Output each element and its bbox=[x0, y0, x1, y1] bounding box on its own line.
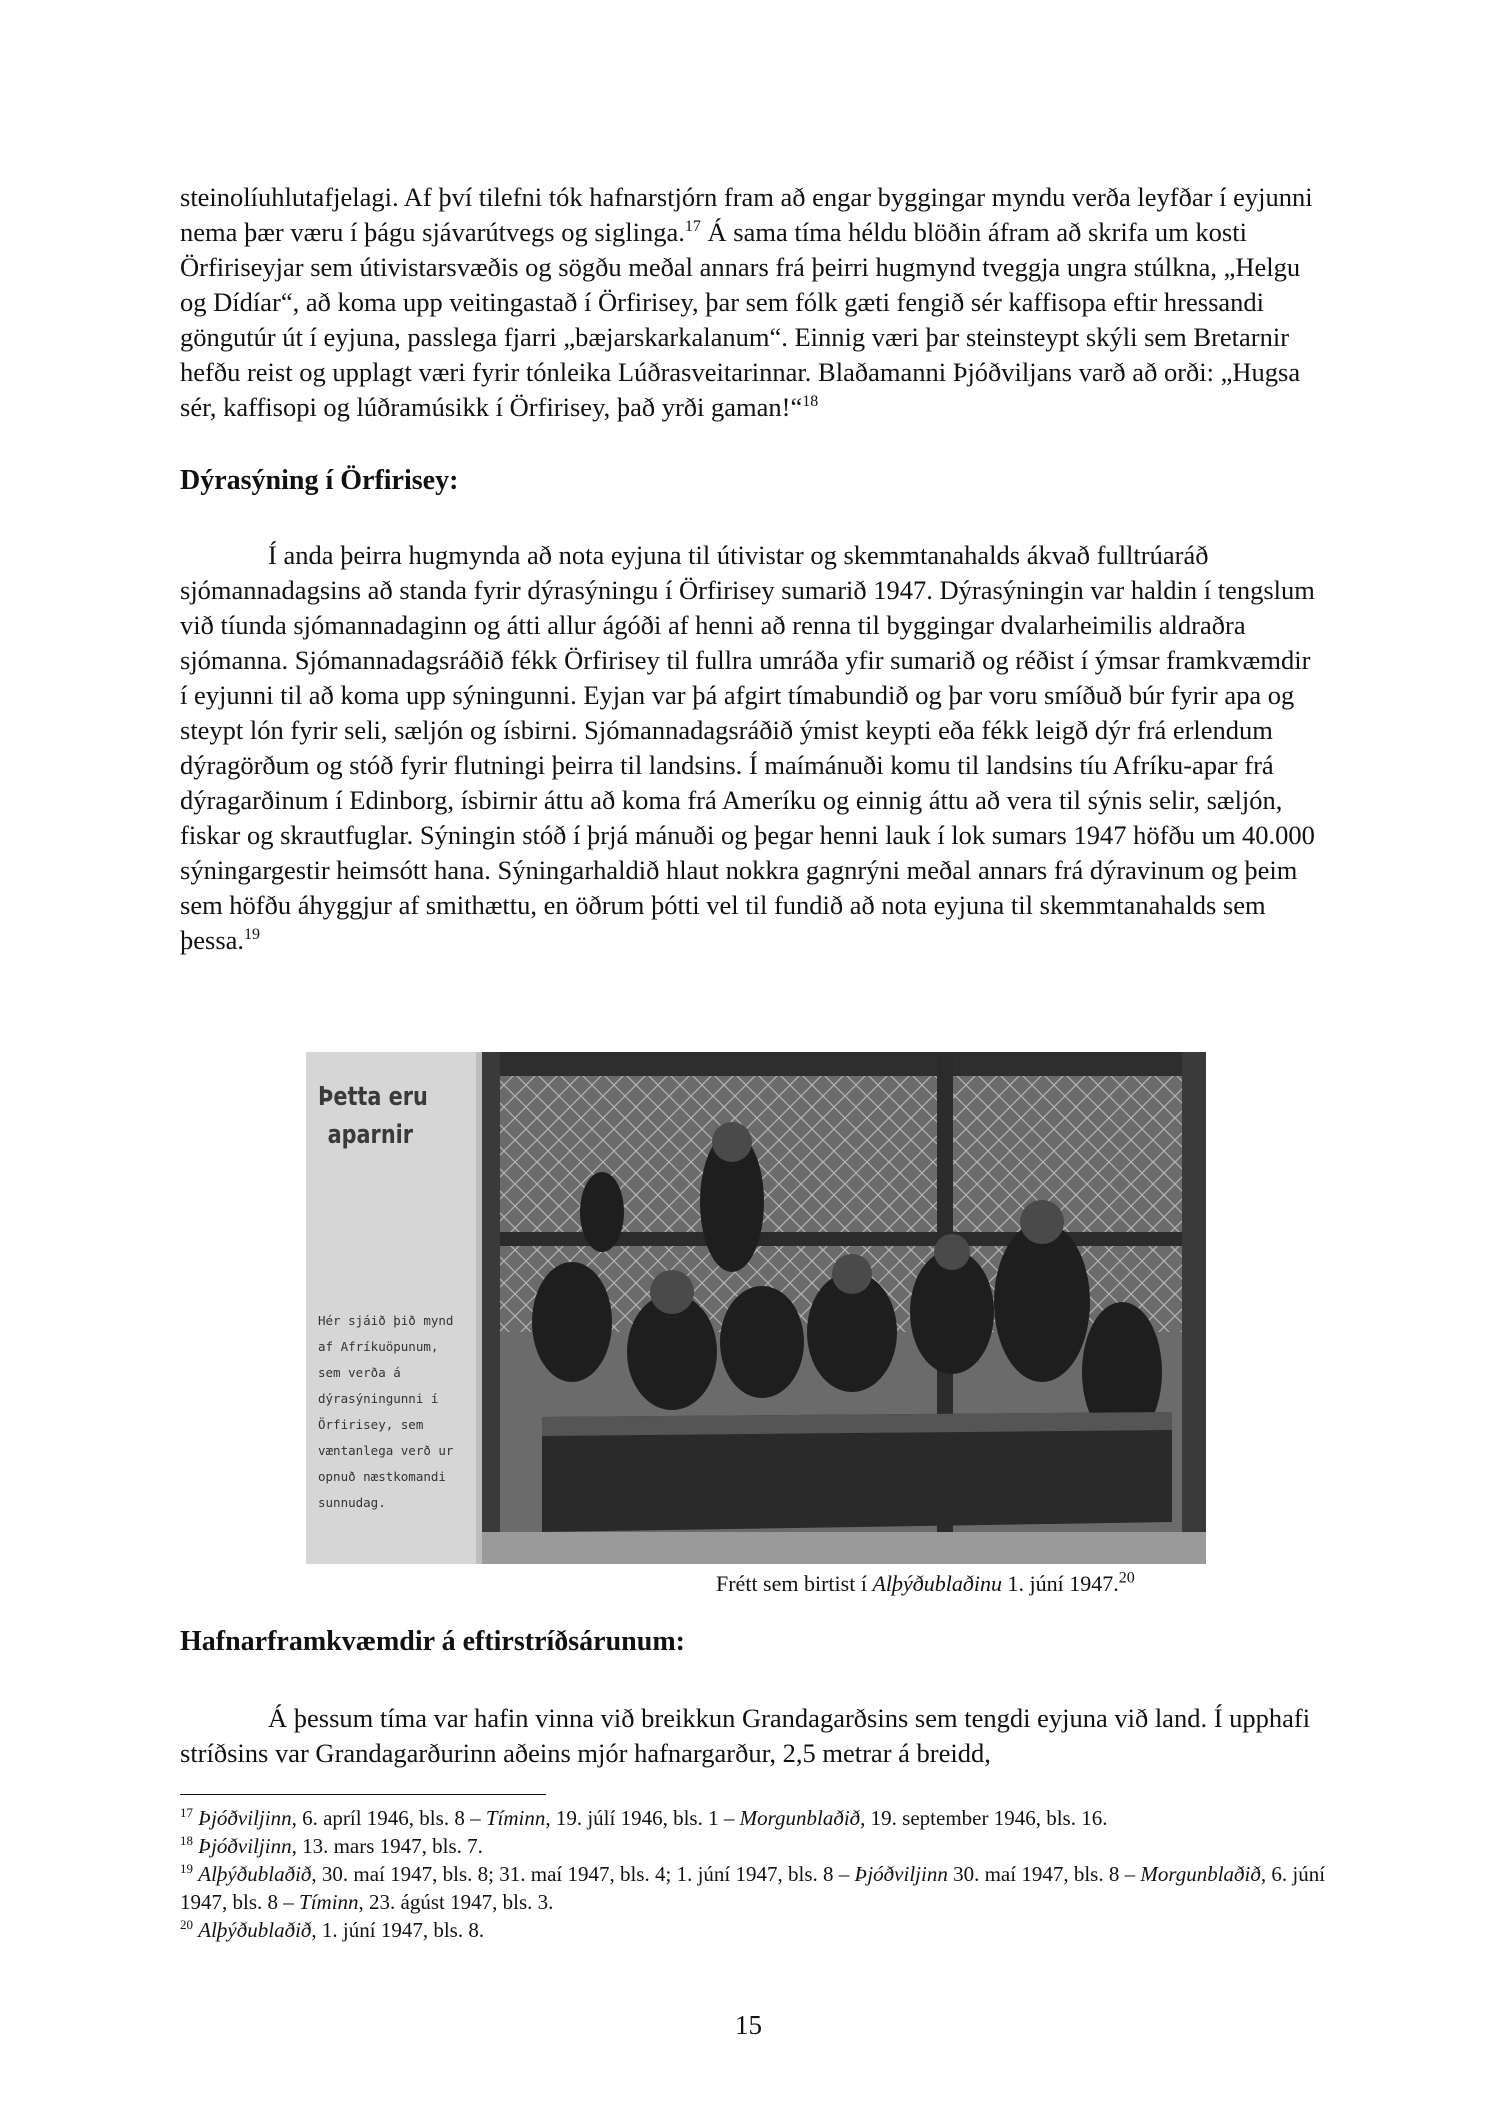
heading-hafnarframkvaemdir: Hafnarframkvæmdir á eftirstríðsárunum: bbox=[180, 1626, 685, 1657]
footnote-ref-19[interactable]: 19 bbox=[244, 926, 261, 944]
paragraph-3: Á þessum tíma var hafin vinna við breikkun Grandagarðsins sem tengdi eyjuna við land. Í upphafi stríðsins var Grandagarðurinn aðeins mjór hafnargarður, 2,5 metrar á breidd, bbox=[180, 1703, 1311, 1768]
footnote-20: $^{20}$ Alþýðublaðið, 1. júní 1947, bls. 8. bbox=[180, 1917, 485, 1942]
footnote-ref-18[interactable]: 18 bbox=[802, 393, 819, 411]
footnote-19: $^{19}$ Alþýðublaðið, 30. maí 1947, bls. 8; 31. maí 1947, bls. 4; 1. júní 1947, bls. 8 – Þjóðviljinn 30. maí 1947, bls. 8 – Morgunblaðið, 6. júní 1947, bls. 8 – Tíminn, 23. ágúst 1947, bls. 3. bbox=[180, 1861, 1326, 1914]
page-body-continued bbox=[180, 1624, 1320, 1771]
page-body bbox=[180, 180, 1320, 958]
figure-caption: Frétt sem birtist í Alþýðublaðinu 1. júní 1947.20 bbox=[716, 1569, 1135, 1596]
newspaper-clipping-figure bbox=[306, 1052, 1206, 1564]
paragraph-2: Í anda þeirra hugmynda að nota eyjuna til útivistar og skemmtanahalds ákvað fulltrúaráð sjómannadagsins að standa fyrir dýrasýningu í Örfirisey sumarið 1947. Dýrasýningin var haldin í tengslum við tíunda sjómannadaginn og átti allur ágóði af henni að renna til byggingar dvalarheimilis aldraðra sjómanna. Sjómannadagsráðið fékk Örfirisey til fullra umráða yfir sumarið og réðist í ýmsar framkvæmdir í eyjunni til að koma upp sýningunni. Eyjan var þá afgirt tímabundið og þar voru smíðuð búr fyrir apa og steypt lón fyrir seli, sæljón og ísbirni. Sjómannadagsráðið ýmist keypti eða fékk leigð dýr frá erlendum dýragörðum og stóð fyrir flutningi þeirra til landsins. Í maímánuði komu til landsins tíu Afríku-apar frá dýragarðinum í Edinborg, ísbirnir áttu að koma frá Ameríku og einnig áttu að vera til sýnis selir, sæljón, fiskar og skrautfuglar. Sýningin stóð í þrjá mánuði og þegar henni lauk í lok sumars 1947 höfðu um 40.000 sýningargestir heimsótt hana. Sýningarhaldið hlaut nokkra gagnrýni meðal annars frá dýravinum og þeim sem höfðu áhyggjur af smithættu, en öðrum þótti vel til fundið að nota eyjuna til skemmtanahalds sem þessa.$^{19}$ bbox=[180, 540, 1315, 955]
clipping-text-column bbox=[306, 1052, 476, 1564]
footnote-separator bbox=[180, 1794, 546, 1795]
footnote-18: $^{18}$ Þjóðviljinn, 13. mars 1947, bls. 7. bbox=[180, 1833, 483, 1858]
paragraph-1: steinolíuhlutafjelagi. Af því tilefni tók hafnarstjórn fram að engar byggingar myndu verða leyfðar í eyjunni nema þær væru í þágu sjávarútvegs og siglinga.$^{17}$ Á sama tíma héldu blöðin áfram að skrifa um kosti Örfiriseyjar sem útivistarsvæðis og sögðu meðal annars frá þeirri hugmynd tveggja ungra stúlkna, „Helgu og Dídíar“, að koma upp veitingastað í Örfirisey, þar sem fólk gæti fengið sér kaffisopa eftir hressandi göngutúr út í eyjuna, passlega fjarri „bæjarskarkalanum“. Einnig væri þar steinsteypt skýli sem Bretarnir hefðu reist og upplagt væri fyrir tónleika Lúðrasveitarinnar. Blaðamanni Þjóðviljans varð að orði: „Hugsa sér, kaffisopi og lúðramúsikk í Örfirisey, það yrði gaman!“$^{18}$ bbox=[180, 182, 1313, 422]
clipping-headline: Þetta eru aparnir bbox=[318, 1082, 428, 1150]
heading-dyrasyning: Dýrasýning í Örfirisey: bbox=[180, 465, 459, 496]
footnote-ref-20[interactable]: 20 bbox=[1118, 1569, 1135, 1587]
clipping-caption: Hér sjáið þið mynd af Afríkuöpunum, sem verða á dýrasýningunni í Örfirisey, sem væntanlega verð ur opnuð næstkomandi sunnudag. bbox=[318, 1313, 454, 1510]
footnotes bbox=[180, 1804, 1330, 1944]
monkeys-in-cage-image bbox=[482, 1052, 1206, 1564]
page-number: 15 bbox=[735, 2010, 762, 2040]
footnote-ref-17[interactable]: 17 bbox=[684, 218, 701, 236]
footnote-17: $^{17}$ Þjóðviljinn, 6. apríl 1946, bls. 8 – Tíminn, 19. júlí 1946, bls. 1 – Morgunblaðið, 19. september 1946, bls. 16. bbox=[180, 1805, 1108, 1830]
monkeys-photo bbox=[482, 1052, 1206, 1564]
